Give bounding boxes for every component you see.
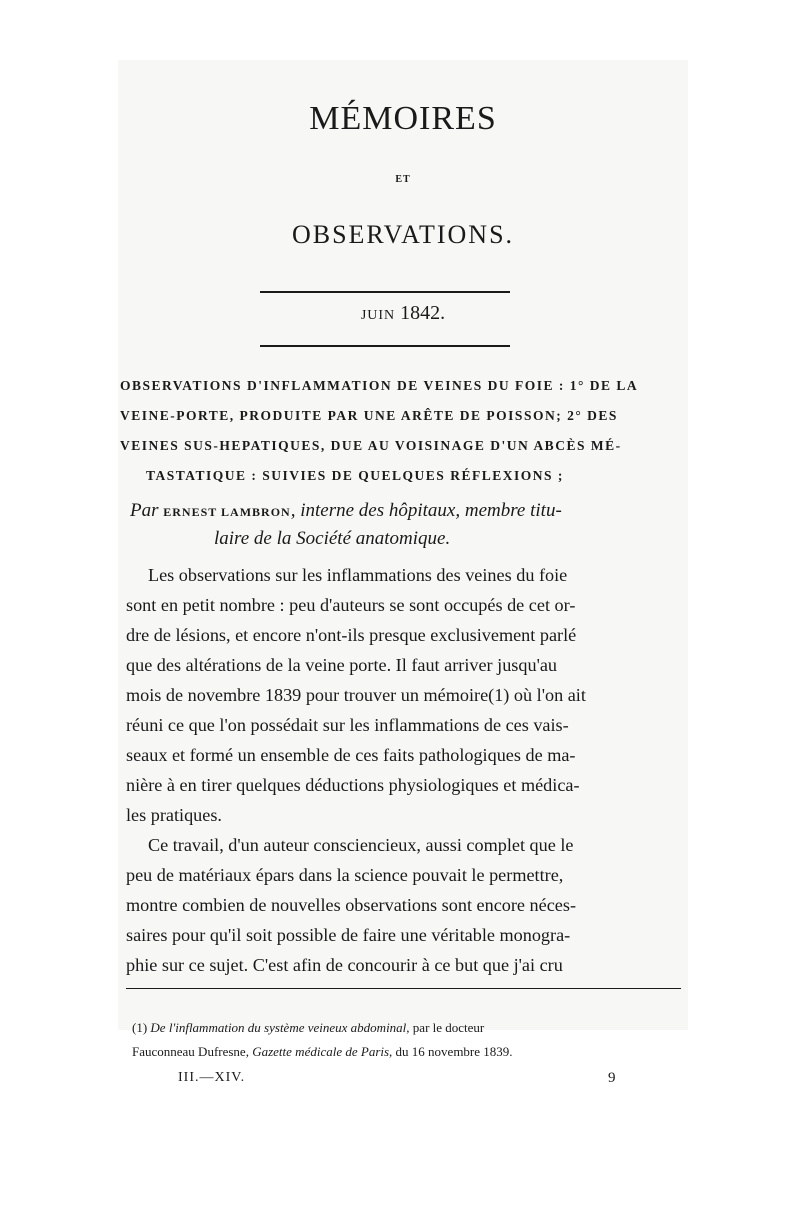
body-text-line: phie sur ce sujet. C'est afin de concourir à ce but que j'ai cru xyxy=(126,955,563,975)
article-heading-line: OBSERVATIONS D'INFLAMMATION DE VEINES DU FOIE : 1° DE LA xyxy=(120,378,639,393)
body-text-line: peu de matériaux épars dans la science pouvait le permettre, xyxy=(126,865,564,885)
signature-mark: III.—XIV. xyxy=(178,1070,246,1085)
body-text-line: les pratiques. xyxy=(126,805,222,825)
footnote-marker: (1) xyxy=(132,1020,148,1035)
footnote-author: Fauconneau Dufresne, xyxy=(132,1044,249,1059)
body-text-line: mois de novembre 1839 pour trouver un mémoire(1) où l'on ait xyxy=(126,685,586,705)
body-text-line: sont en petit nombre : peu d'auteurs se sont occupés de cet or- xyxy=(126,595,576,615)
article-byline-continuation: laire de la Société anatomique. xyxy=(214,528,451,549)
issue-date xyxy=(118,302,688,325)
byline-par: Par xyxy=(130,500,159,521)
footnote-line xyxy=(132,1020,800,1036)
author-name: ERNEST LAMBRON xyxy=(163,505,291,519)
issue-year: 1842. xyxy=(400,302,446,324)
issue-month: JUIN xyxy=(360,308,396,323)
footnote-line xyxy=(132,1044,800,1060)
footnote-date: , du 16 novembre 1839. xyxy=(389,1044,513,1059)
article-heading-line: VEINES SUS-HEPATIQUES, DUE AU VOISINAGE D'UN ABCÈS MÉ- xyxy=(120,438,622,453)
article-byline xyxy=(130,500,562,522)
body-text-line: que des altérations de la veine porte. Il faut arriver jusqu'au xyxy=(126,655,558,675)
body-text-line: dre de lésions, et encore n'ont-ils presque exclusivement parlé xyxy=(126,625,577,645)
bottom-divider xyxy=(260,345,510,347)
title-conjunction: ET xyxy=(395,174,411,185)
body-text-line: saires pour qu'il soit possible de faire une véritable monogra- xyxy=(126,925,571,945)
article-heading-line: TASTATIQUE : SUIVIES DE QUELQUES RÉFLEXIONS ; xyxy=(146,468,564,483)
page-number: 9 xyxy=(608,1070,616,1086)
body-text-line: Ce travail, d'un auteur consciencieux, aussi complet que le xyxy=(148,835,574,855)
body-text-line: seaux et formé un ensemble de ces faits pathologiques de ma- xyxy=(126,745,576,765)
body-text-line: montre combien de nouvelles observations sont encore néces- xyxy=(126,895,576,915)
top-divider xyxy=(260,291,510,293)
body-text-line: réuni ce que l'on possédait sur les inflammations de ces vais- xyxy=(126,715,569,735)
journal-subtitle: OBSERVATIONS. xyxy=(291,220,515,249)
footnote-author-intro: , par le docteur xyxy=(406,1020,485,1035)
journal-title: MÉMOIRES xyxy=(309,100,497,137)
footnote-journal: Gazette médicale de Paris xyxy=(252,1044,390,1059)
footnote-divider xyxy=(126,988,681,989)
article-heading-line: VEINE-PORTE, PRODUITE PAR UNE ARÊTE DE POISSON; 2° DES xyxy=(120,408,618,423)
body-text-line: nière à en tirer quelques déductions physiologiques et médica- xyxy=(126,775,580,795)
byline-affiliation: , interne des hôpitaux, membre titu- xyxy=(290,500,562,521)
body-text-line: Les observations sur les inflammations des veines du foie xyxy=(148,565,568,585)
document-page xyxy=(118,60,688,1030)
footnote-cited-title: De l'inflammation du système veineux abdominal xyxy=(150,1020,407,1035)
